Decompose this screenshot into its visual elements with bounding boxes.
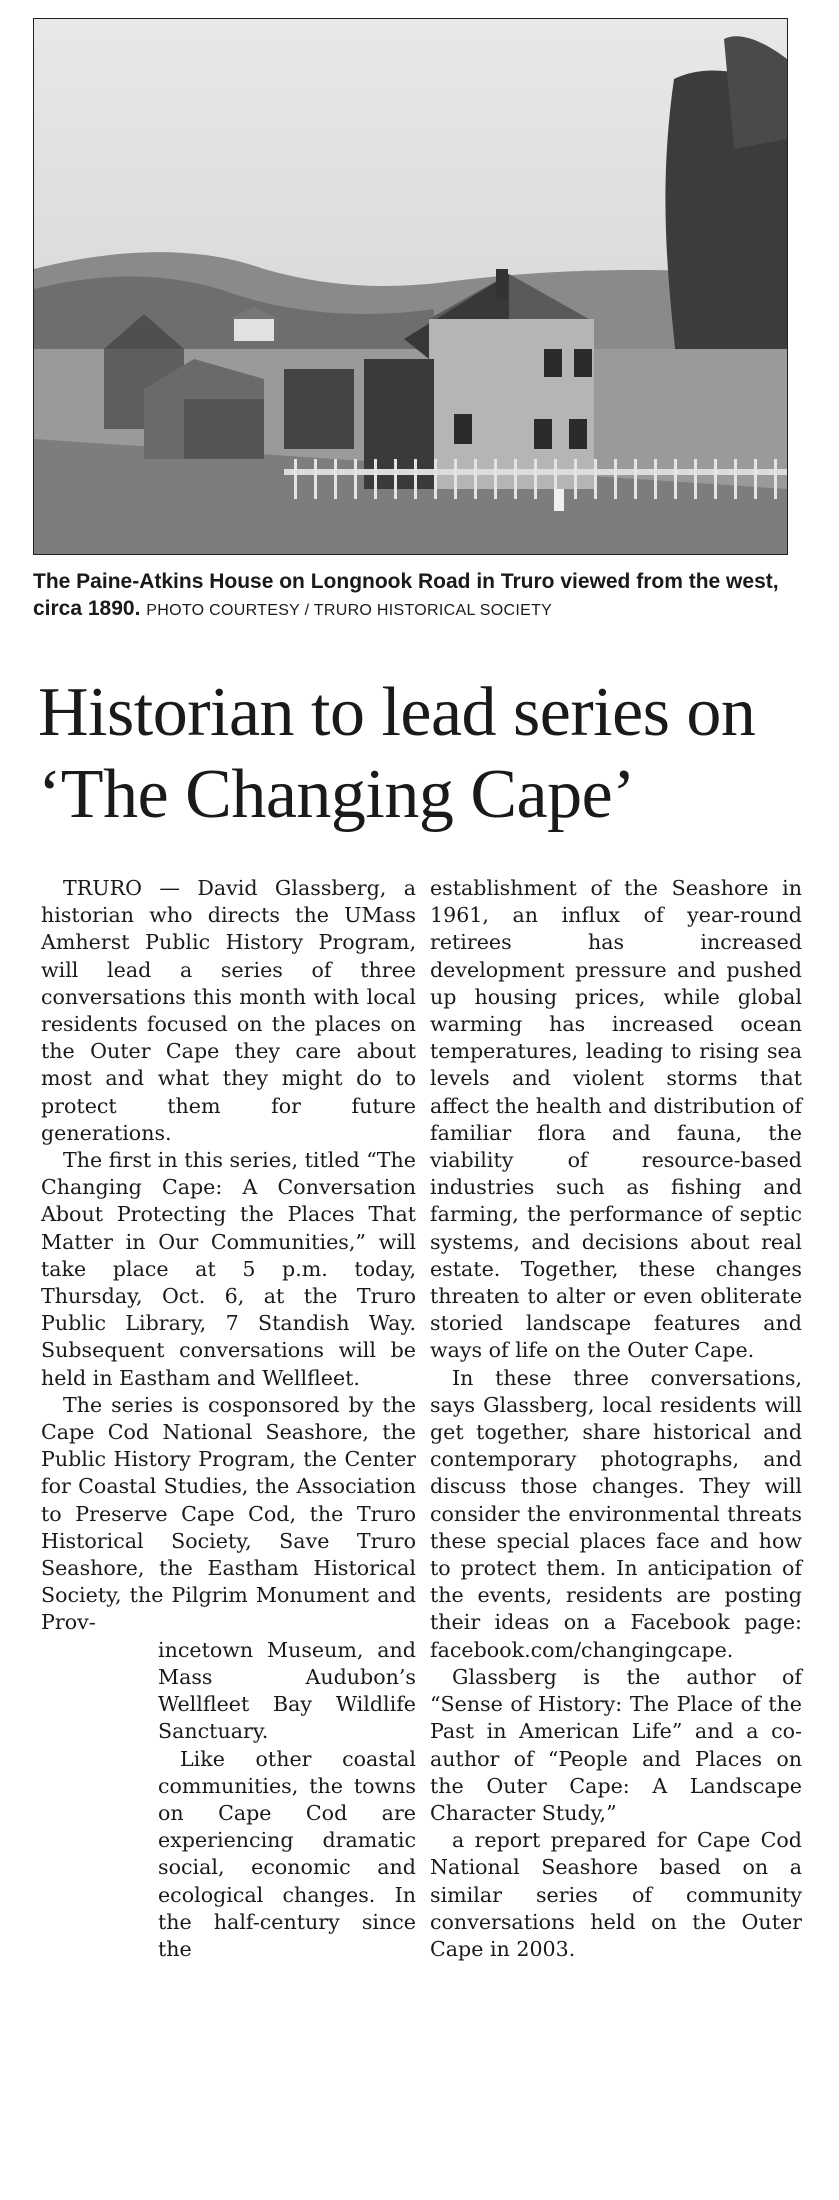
- article-paragraph: Like other coastal communities, the towns on Cape Cod are experiencing dramatic social, economic and ecological changes. In the half-century since the: [158, 1746, 416, 1961]
- article-paragraph: TRURO — David Glassberg, a historian who directs the UMass Amherst Public History Program, will lead a series of three conversations this month with local residents focused on the places on the Outer Cape they care about most and what they might do to protect them for future generations.: [41, 876, 416, 1145]
- article-paragraph: The series is cosponsored by the Cape Cod National Seashore, the Public History Program, the Center for Coastal Studies, the Association to Preserve Cape Cod, the Truro Historical Society, Save Truro Seashore, the Eastham Historical Society, the Pilgrim Monument and Prov-: [41, 1392, 416, 1635]
- article-column-left: [41, 875, 416, 1963]
- article-paragraph: establishment of the Seashore in 1961, an influx of year-round retirees has increased development pressure and pushed up housing prices, while global warming has increased ocean temperatures, leading to rising sea levels and violent storms that affect the health and distribution of familiar flora and fauna, the viability of resource-based industries such as fishing and farming, the performance of septic systems, and decisions about real estate. Together, these changes threaten to alter or even obliterate storied landscape features and ways of life on the Outer Cape.: [430, 876, 802, 1363]
- article-paragraph: Glassberg is the author of “Sense of History: The Place of the Past in American Life” and a co-author of “People and Places on the Outer Cape: A Landscape Character Study,”: [430, 1664, 802, 1825]
- farmhouse-illustration: [34, 19, 787, 554]
- article-paragraph: incetown Museum, and Mass Audubon’s Wellfleet Bay Wildlife Sanctuary.: [158, 1637, 416, 1744]
- headline: Historian to lead series on ‘The Changing Cape’: [38, 674, 756, 833]
- photo-caption: [33, 568, 793, 624]
- article-paragraph: In these three conversations, says Glassberg, local residents will get together, share historical and contemporary photographs, and discuss those changes. They will consider the environmental threats these special places face and how to protect them. In anticipation of the events, residents are posting their ideas on a Facebook page: facebook.com/changingcape.: [430, 1365, 802, 1662]
- photo-credit: PHOTO COURTESY / TRURO HISTORICAL SOCIETY: [146, 602, 553, 619]
- article-paragraph: a report prepared for Cape Cod National Seashore based on a similar series of community conversations held on the Outer Cape in 2003.: [430, 1828, 802, 1961]
- caption-text: The Paine-Atkins House on Longnook Road in Truro viewed from the west, circa 1890.: [33, 570, 779, 620]
- historic-photo: [33, 18, 788, 555]
- article-paragraph: The first in this series, titled “The Changing Cape: A Conversation About Protecting the Places That Matter in Our Communities,” will take place at 5 p.m. today, Thursday, Oct. 6, at the Truro Public Library, 7 Standish Way. Subsequent conversations will be held in Eastham and Wellfleet.: [41, 1148, 416, 1390]
- article-column-right: [430, 875, 802, 1963]
